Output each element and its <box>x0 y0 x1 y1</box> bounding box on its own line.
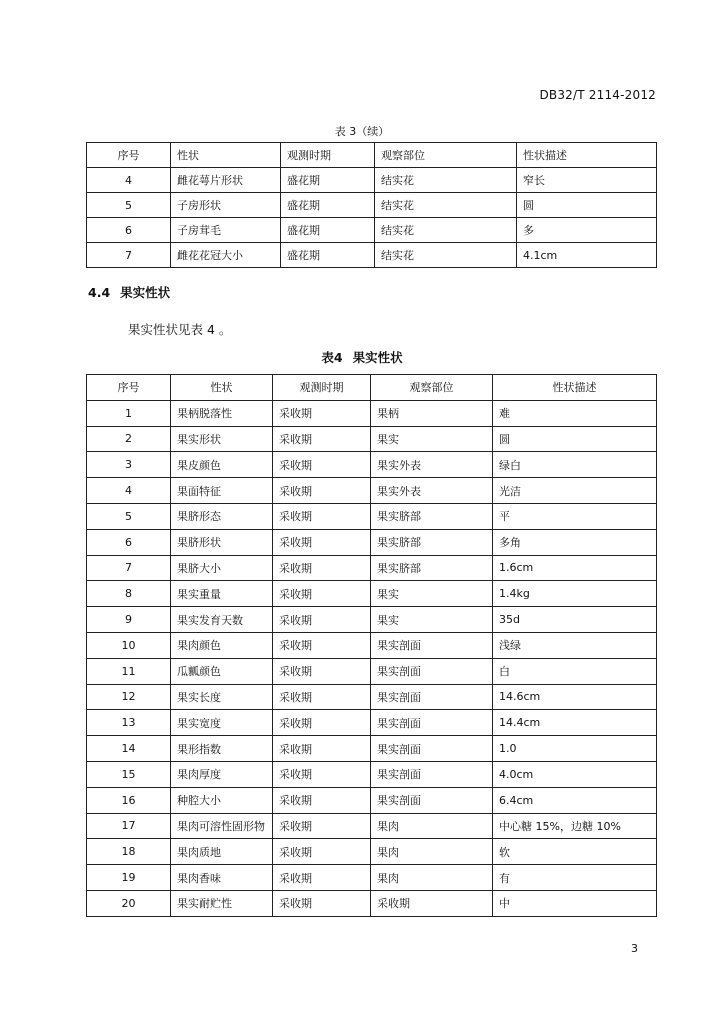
cell-trait: 瓜瓤颜色 <box>171 658 273 684</box>
cell-trait: 果实发育天数 <box>171 607 273 633</box>
cell-period: 采收期 <box>273 736 371 762</box>
cell-period: 盛花期 <box>281 218 375 243</box>
cell-description: 1.4kg <box>493 581 657 607</box>
cell-index: 6 <box>87 218 171 243</box>
table4-caption-title: 果实性状 <box>352 350 403 365</box>
cell-description: 光洁 <box>493 478 657 504</box>
cell-trait: 果肉可溶性固形物 <box>171 813 273 839</box>
cell-trait: 果脐形态 <box>171 503 273 529</box>
table-row <box>87 426 657 452</box>
cell-index: 16 <box>87 787 171 813</box>
cell-period: 采收期 <box>273 426 371 452</box>
table-row <box>87 761 657 787</box>
cell-part: 果实 <box>371 426 493 452</box>
section-number: 4.4 <box>88 285 111 300</box>
table-row <box>87 168 657 193</box>
table-row <box>87 400 657 426</box>
cell-trait: 果皮颜色 <box>171 452 273 478</box>
cell-period: 采收期 <box>273 503 371 529</box>
cell-description: 14.6cm <box>493 684 657 710</box>
cell-index: 13 <box>87 710 171 736</box>
cell-period: 盛花期 <box>281 193 375 218</box>
table3-header-trait: 性状 <box>171 143 281 168</box>
cell-part: 果实脐部 <box>371 529 493 555</box>
table-row <box>87 865 657 891</box>
table3-header-index: 序号 <box>87 143 171 168</box>
table4-caption-label: 表4 <box>321 350 343 365</box>
cell-description: 绿白 <box>493 452 657 478</box>
cell-index: 9 <box>87 607 171 633</box>
cell-index: 5 <box>87 503 171 529</box>
table3-caption: 表 3（续） <box>334 125 390 138</box>
cell-trait: 果实宽度 <box>171 710 273 736</box>
table-row <box>87 503 657 529</box>
table3-header-row <box>87 143 657 168</box>
cell-period: 采收期 <box>273 710 371 736</box>
cell-index: 5 <box>87 193 171 218</box>
document-code: DB32/T 2114-2012 <box>539 88 656 102</box>
cell-trait: 果肉香味 <box>171 865 273 891</box>
cell-description: 浅绿 <box>493 632 657 658</box>
cell-period: 采收期 <box>273 400 371 426</box>
cell-trait: 种腔大小 <box>171 787 273 813</box>
cell-index: 3 <box>87 452 171 478</box>
table4-header-index: 序号 <box>87 375 171 401</box>
cell-period: 采收期 <box>273 555 371 581</box>
cell-part: 果实 <box>371 607 493 633</box>
table-row <box>87 243 657 268</box>
cell-trait: 果肉厚度 <box>171 761 273 787</box>
cell-trait: 子房形状 <box>171 193 281 218</box>
cell-part: 结实花 <box>375 168 517 193</box>
cell-part: 果肉 <box>371 865 493 891</box>
cell-trait: 雌花花冠大小 <box>171 243 281 268</box>
cell-period: 采收期 <box>273 890 371 916</box>
table4-header-period: 观测时期 <box>273 375 371 401</box>
cell-description: 1.0 <box>493 736 657 762</box>
page-number: 3 <box>631 942 638 955</box>
table-row <box>87 890 657 916</box>
cell-trait: 果实耐贮性 <box>171 890 273 916</box>
table-row <box>87 452 657 478</box>
cell-description: 6.4cm <box>493 787 657 813</box>
cell-period: 采收期 <box>273 865 371 891</box>
table-row <box>87 193 657 218</box>
table-row <box>87 632 657 658</box>
cell-part: 果肉 <box>371 839 493 865</box>
cell-index: 17 <box>87 813 171 839</box>
cell-description: 软 <box>493 839 657 865</box>
table4 <box>86 374 657 917</box>
cell-description: 窄长 <box>517 168 657 193</box>
table-row <box>87 581 657 607</box>
table3-header-description: 性状描述 <box>517 143 657 168</box>
cell-part: 果实剖面 <box>371 710 493 736</box>
cell-part: 果实剖面 <box>371 684 493 710</box>
cell-part: 果实剖面 <box>371 632 493 658</box>
cell-trait: 果肉质地 <box>171 839 273 865</box>
cell-period: 采收期 <box>273 632 371 658</box>
cell-description: 平 <box>493 503 657 529</box>
cell-index: 1 <box>87 400 171 426</box>
cell-description: 难 <box>493 400 657 426</box>
cell-period: 盛花期 <box>281 243 375 268</box>
cell-index: 19 <box>87 865 171 891</box>
cell-trait: 果柄脱落性 <box>171 400 273 426</box>
cell-index: 10 <box>87 632 171 658</box>
cell-part: 果实剖面 <box>371 787 493 813</box>
table4-header-row <box>87 375 657 401</box>
table4-header-trait: 性状 <box>171 375 273 401</box>
cell-part: 果肉 <box>371 813 493 839</box>
cell-trait: 果形指数 <box>171 736 273 762</box>
cell-period: 采收期 <box>273 478 371 504</box>
cell-index: 4 <box>87 478 171 504</box>
table-row <box>87 684 657 710</box>
cell-index: 18 <box>87 839 171 865</box>
table3-header-part: 观察部位 <box>375 143 517 168</box>
table-row <box>87 710 657 736</box>
table-row <box>87 839 657 865</box>
cell-period: 采收期 <box>273 839 371 865</box>
cell-part: 结实花 <box>375 243 517 268</box>
cell-index: 8 <box>87 581 171 607</box>
table-row <box>87 813 657 839</box>
cell-index: 14 <box>87 736 171 762</box>
table3 <box>86 142 657 268</box>
table-row <box>87 529 657 555</box>
table-row <box>87 555 657 581</box>
cell-trait: 雌花萼片形状 <box>171 168 281 193</box>
cell-part: 果实剖面 <box>371 658 493 684</box>
section-paragraph: 果实性状见表 4 。 <box>128 322 232 337</box>
cell-index: 2 <box>87 426 171 452</box>
cell-trait: 果面特征 <box>171 478 273 504</box>
cell-description: 35d <box>493 607 657 633</box>
table-row <box>87 218 657 243</box>
cell-description: 圆 <box>493 426 657 452</box>
cell-period: 采收期 <box>273 581 371 607</box>
cell-description: 4.1cm <box>517 243 657 268</box>
cell-part: 果实剖面 <box>371 736 493 762</box>
cell-description: 14.4cm <box>493 710 657 736</box>
cell-description: 白 <box>493 658 657 684</box>
cell-period: 采收期 <box>273 761 371 787</box>
cell-period: 采收期 <box>273 813 371 839</box>
cell-part: 果实脐部 <box>371 555 493 581</box>
section-title: 果实性状 <box>120 285 171 300</box>
table-row <box>87 478 657 504</box>
cell-index: 7 <box>87 555 171 581</box>
cell-index: 20 <box>87 890 171 916</box>
table3-header-period: 观测时期 <box>281 143 375 168</box>
cell-part: 果实外表 <box>371 452 493 478</box>
cell-index: 15 <box>87 761 171 787</box>
table-row <box>87 787 657 813</box>
cell-trait: 子房茸毛 <box>171 218 281 243</box>
cell-trait: 果实重量 <box>171 581 273 607</box>
cell-description: 圆 <box>517 193 657 218</box>
cell-description: 中心糖 15%，边糖 10% <box>493 813 657 839</box>
cell-part: 果实脐部 <box>371 503 493 529</box>
cell-index: 6 <box>87 529 171 555</box>
table4-header-description: 性状描述 <box>493 375 657 401</box>
section-heading <box>88 283 170 301</box>
cell-period: 采收期 <box>273 529 371 555</box>
cell-trait: 果脐形状 <box>171 529 273 555</box>
cell-period: 采收期 <box>273 607 371 633</box>
cell-description: 4.0cm <box>493 761 657 787</box>
cell-part: 结实花 <box>375 193 517 218</box>
cell-description: 中 <box>493 890 657 916</box>
cell-description: 有 <box>493 865 657 891</box>
cell-period: 采收期 <box>273 787 371 813</box>
cell-index: 7 <box>87 243 171 268</box>
cell-description: 多 <box>517 218 657 243</box>
cell-period: 采收期 <box>273 658 371 684</box>
cell-index: 4 <box>87 168 171 193</box>
cell-part: 果柄 <box>371 400 493 426</box>
cell-trait: 果肉颜色 <box>171 632 273 658</box>
table-row <box>87 736 657 762</box>
cell-description: 1.6cm <box>493 555 657 581</box>
table-row <box>87 658 657 684</box>
cell-trait: 果实形状 <box>171 426 273 452</box>
cell-period: 采收期 <box>273 452 371 478</box>
cell-part: 果实外表 <box>371 478 493 504</box>
cell-part: 结实花 <box>375 218 517 243</box>
cell-index: 12 <box>87 684 171 710</box>
table4-caption <box>0 348 724 366</box>
cell-description: 多角 <box>493 529 657 555</box>
cell-part: 果实 <box>371 581 493 607</box>
cell-index: 11 <box>87 658 171 684</box>
table-row <box>87 607 657 633</box>
table4-header-part: 观察部位 <box>371 375 493 401</box>
cell-part: 果实剖面 <box>371 761 493 787</box>
cell-part: 采收期 <box>371 890 493 916</box>
cell-period: 采收期 <box>273 684 371 710</box>
cell-period: 盛花期 <box>281 168 375 193</box>
cell-trait: 果实长度 <box>171 684 273 710</box>
cell-trait: 果脐大小 <box>171 555 273 581</box>
